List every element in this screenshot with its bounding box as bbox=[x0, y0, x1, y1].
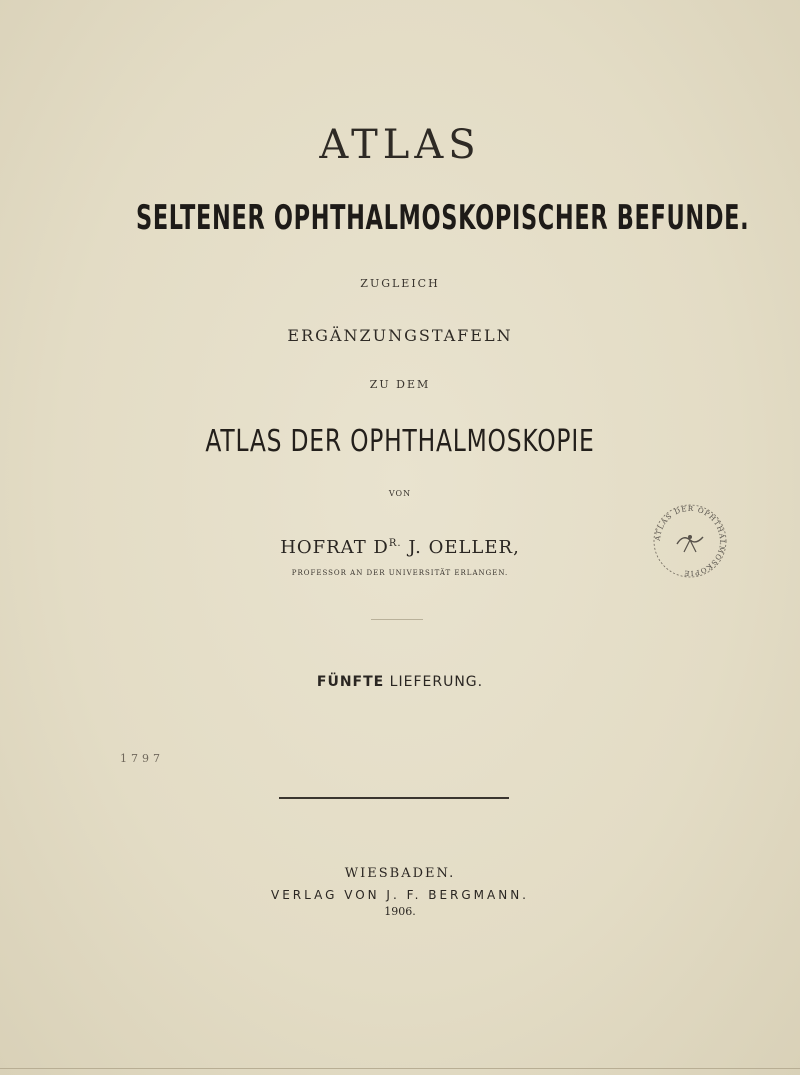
connector-zu-dem: ZU DEM bbox=[369, 378, 431, 391]
author-degree: R. bbox=[388, 538, 402, 549]
affiliation: PROFESSOR AN DER UNIVERSITÄT ERLANGEN. bbox=[291, 569, 509, 577]
edition-number: FÜNFTE bbox=[316, 674, 385, 690]
imprint-divider bbox=[279, 797, 509, 799]
library-stamp bbox=[649, 500, 731, 582]
supplement-title: ERGÄNZUNGSTAFELN bbox=[287, 326, 513, 345]
shelf-number: 1797 bbox=[120, 752, 164, 765]
main-title: ATLAS bbox=[319, 122, 481, 168]
stamp-text: ATLAS DER OPHTHALMOSKOPIE bbox=[653, 504, 727, 578]
parent-work-title: ATLAS DER OPHTHALMOSKOPIE bbox=[205, 424, 595, 459]
edition-label: LIEFERUNG. bbox=[384, 674, 484, 690]
subtitle: SELTENER OPHTHALMOSKOPISCHER BEFUNDE. bbox=[136, 198, 750, 238]
page-edge-line bbox=[0, 1068, 800, 1069]
connector-zugleich: ZUGLEICH bbox=[360, 277, 440, 290]
short-divider bbox=[371, 619, 423, 620]
author-name: J. OELLER, bbox=[408, 537, 520, 558]
edition-line bbox=[0, 674, 800, 690]
imprint-publisher: VERLAG VON J. F. BERGMANN. bbox=[271, 888, 529, 902]
imprint-city: WIESBADEN. bbox=[344, 866, 456, 881]
author-prefix: HOFRAT D bbox=[280, 537, 389, 558]
imprint-year: 1906. bbox=[384, 905, 416, 918]
by-line: VON bbox=[388, 489, 412, 498]
